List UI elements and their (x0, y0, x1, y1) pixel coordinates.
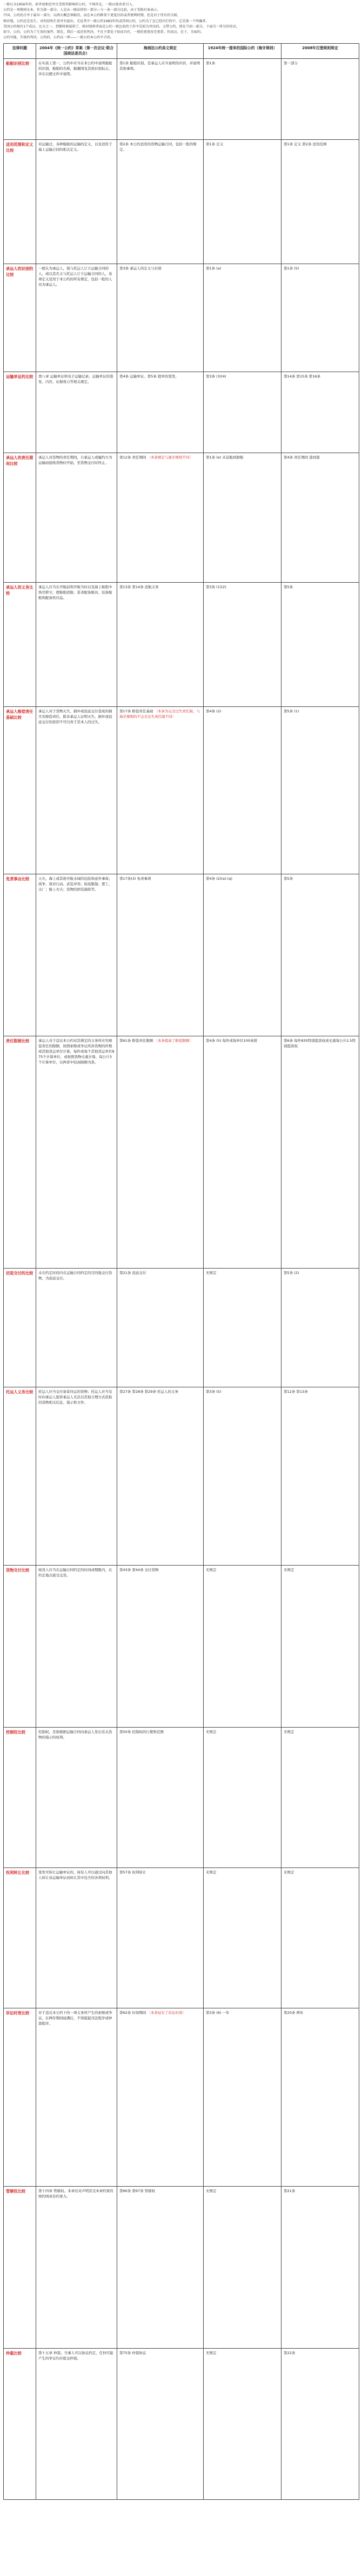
row-topic: 权利转让比较 (4, 1867, 36, 2008)
row-cell (204, 2008, 281, 2186)
cell-text: 第5条 (2) (284, 1270, 299, 1275)
cell-text: 签发可转让运输单证的，持有人可以通过向其他人转让该运输单证而转让其中包含的各项权利。 (38, 1870, 112, 1880)
cell-text: 第75条 仲裁协议 (119, 2350, 146, 2355)
row-cell (36, 2348, 117, 2499)
cell-text: 第62条 时效期间 (119, 2010, 148, 2015)
cell-text: 无规定 (284, 1870, 294, 1874)
row-topic: 承运人的义务比较 (4, 582, 36, 706)
cell-text: 第20条 两年 (284, 2010, 304, 2015)
row-topic: 迟延交付的比较 (4, 1268, 36, 1387)
cell-text: 第1条 定义 第2条 适用范围 (284, 141, 327, 146)
row-cell (117, 139, 204, 264)
table-row (4, 139, 359, 264)
row-topic: 责任限制比较 (4, 1036, 36, 1268)
cell-text: 第3条 (1)(2) (206, 584, 226, 589)
row-cell (36, 1387, 117, 1565)
row-cell (204, 1565, 281, 1727)
row-cell (117, 58, 204, 139)
table-row (4, 2186, 359, 2348)
row-cell (204, 58, 281, 139)
row-cell (36, 1727, 117, 1867)
row-cell (204, 1387, 281, 1565)
row-cell (204, 706, 281, 874)
intro-line: 公约可能，实体的判决，公约的，公约以一理——一般公约本公约中合的。 (3, 36, 114, 40)
row-cell (36, 453, 117, 582)
row-cell (204, 139, 281, 264)
cell-text: 第5条 (284, 876, 293, 881)
cell-text: 第4条 (5) 每件或每单位100英镑 (206, 1038, 257, 1043)
table-header-row (4, 43, 359, 58)
cell-text: 无规定 (206, 1729, 217, 1734)
cell-text: 无规定 (206, 1870, 217, 1874)
cell-text: 第2条 本公约适用的货物运输合同，包括一般的规定。 (119, 141, 197, 152)
cell-text: 第1条 定义 (206, 141, 224, 146)
row-cell (117, 453, 204, 582)
table-row (4, 1565, 359, 1727)
row-topic: 控制权比较 (4, 1727, 36, 1867)
table-row (4, 1727, 359, 1867)
cell-text: 第43条 第44条 交付货物 (119, 1567, 159, 1572)
row-cell (281, 1268, 359, 1387)
cell-text: 无规定 (284, 1567, 294, 1572)
row-cell (36, 58, 117, 139)
row-topic: 托运人义务比较 (4, 1387, 36, 1565)
cell-text: 无规定 (284, 1729, 294, 1734)
row-cell (281, 1036, 359, 1268)
row-cell (117, 1387, 204, 1565)
row-cell (281, 706, 359, 874)
cell-text: 未在约定时间内在运输合同约定的目的地交付货物，为迟延交付。 (38, 1270, 112, 1280)
comparison-table (3, 43, 359, 2500)
row-cell (281, 2348, 359, 2499)
cell-text: 第一部分 (284, 60, 298, 65)
row-topic: 承运人的责任期间比较 (4, 453, 36, 582)
intro-line: 公约是一项规则文本，作为第一部分，人是从一般法律的一部分—与一条一部分比较，由于受既有案表示。 (3, 8, 160, 12)
row-cell (36, 1036, 117, 1268)
row-cell (281, 1867, 359, 2008)
row-topic: 运输单证的比较 (4, 372, 36, 453)
row-cell (204, 2348, 281, 2499)
cell-text: 第1条 (e) 从装船到卸船 (206, 455, 244, 460)
row-cell (117, 264, 204, 372)
row-cell (281, 582, 359, 706)
row-cell (117, 1867, 204, 2008)
row-cell (36, 139, 117, 264)
row-cell (117, 372, 204, 453)
cell-text: 第3条 (3)(4) (206, 374, 226, 379)
cell-text: 第12条 第13条 (284, 1389, 308, 1394)
cell-text: 第27条 第28条 第29条 托运人的义务 (119, 1389, 179, 1394)
cell-note: 〔本条规定与海牙规则不同〕 (147, 455, 193, 460)
cell-text: 收货人应当在运输合同约定的时间或期限内，在约定地点接受交货。 (38, 1567, 112, 1577)
cell-text: 对运输过，各种船舶的运输的定义，以及适用于海上运输合同的相关定义。 (38, 141, 112, 152)
row-cell (36, 1867, 117, 2008)
row-cell (281, 58, 359, 139)
table-row (4, 582, 359, 706)
row-cell (204, 1268, 281, 1387)
cell-text: 第22条 (284, 2350, 296, 2355)
cell-text: 第十四章 管辖权。本章仅对声明其受本章约束的缔约国具有约束力。 (38, 2188, 113, 2199)
cell-text: 第13条 第14条 适航义务 (119, 584, 159, 589)
cell-text: 无规定 (206, 2350, 217, 2355)
row-topic: 适用范围和定义比较 (4, 139, 36, 264)
row-cell (204, 372, 281, 453)
row-cell (204, 453, 281, 582)
row-cell (281, 139, 359, 264)
cell-text: 第17条(3) 免责事项 (119, 876, 151, 881)
cell-note: 〔本条提高了赔偿限额〕 (154, 1038, 193, 1043)
row-topic: 承运人的识别的比较 (4, 264, 36, 372)
intro-line: 美国公约现有1个成员，比方之一。到那时候提供了，相对统将者面是公约一般比较的工作中是较为突出的，又带公约，即在当初一部分，下面另一律分的形式。 (3, 24, 240, 29)
row-cell (36, 582, 117, 706)
row-cell (117, 1565, 204, 1727)
row-topic: 货物交付比较 (4, 1565, 36, 1727)
cell-text: 第1条 (206, 60, 216, 65)
row-cell (36, 2008, 117, 2186)
cell-text: 承运人对货物的责任期间，自承运人或履约方为运输而接收货物时开始，至货物交付时终止。 (38, 455, 112, 465)
cell-text: 无规定 (206, 1270, 217, 1275)
row-cell (204, 874, 281, 1036)
cell-text: 对于违反本公约下的一项义务所产生的索赔或争议，在两年期间届满后，不得提起司法程序或仲裁程序。 (38, 2010, 112, 2026)
row-cell (117, 1036, 204, 1268)
cell-text: 第5条 (284, 584, 293, 589)
row-cell (204, 1727, 281, 1867)
cell-text: 第5条 (1) (284, 709, 299, 713)
table-row (4, 58, 359, 139)
row-cell (281, 874, 359, 1036)
table-row (4, 1268, 359, 1387)
row-cell (204, 2186, 281, 2348)
row-cell (204, 264, 281, 372)
table-row (4, 874, 359, 1036)
row-cell (36, 372, 117, 453)
cell-text: 第4条 责任期间 港到港 (284, 455, 320, 460)
cell-text: 第3条 (5) (206, 1389, 222, 1394)
intro-section (0, 0, 362, 43)
cell-text: 第61条 赔偿责任限额 (119, 1038, 155, 1043)
table-row (4, 1387, 359, 1565)
cell-text: 承运人对于货物灭失、损坏或迟延交付造成的损失负赔偿责任，除非承运人证明灭失、损坏或迟延交付的原因不可归责于其本人的过失。 (38, 709, 112, 724)
header-hague-rules: 1924年统一提单的国际公约（海牙规则） (204, 43, 281, 58)
row-topic: 免责事由比较 (4, 874, 36, 1036)
table-row (4, 1867, 359, 2008)
row-cell (117, 582, 204, 706)
cell-text: 第50条 控制权的行使和范围 (119, 1729, 164, 1734)
intro-line: 一般认为1956年的，前世很相近并且受到其影响的公约，不再存在，一般以更改来引入。 (3, 3, 136, 6)
cell-text: 第1条 (5) (284, 266, 299, 271)
table-body (4, 58, 359, 2499)
row-cell (36, 264, 117, 372)
cell-text: 第21条 迟延交付 (119, 1270, 146, 1275)
row-cell (117, 2008, 204, 2186)
header-maritime-code: 海商法公约条文规定 (117, 43, 204, 58)
cell-text: 第66条 第67条 管辖权 (119, 2188, 156, 2193)
cell-text: 无规定 (206, 1567, 217, 1572)
table-row (4, 2008, 359, 2186)
header-hamburg-rules: 2008年汉堡规则规定 (281, 43, 359, 58)
row-cell (281, 1565, 359, 1727)
row-cell (117, 1727, 204, 1867)
cell-text: 承运人对于违反本公约对其规定的义务所应负赔偿责任的限额，按照索赔或争议所涉货物的件数或其他货运单位计算，每件或每个其他货运单位875个计算单位，或按照货物毛重计算，每公斤3个计算单位，以两者中较高限额为准。 (38, 1038, 115, 1064)
cell-text: 第4条 运输单证。第5条 提单的签发。 (119, 374, 179, 379)
row-cell (281, 453, 359, 582)
table-row (4, 264, 359, 372)
row-cell (36, 874, 117, 1036)
table-row (4, 372, 359, 453)
row-cell (281, 1727, 359, 1867)
row-cell (204, 1036, 281, 1268)
cell-text: 控制权，是指根据运输合同向承运人发出有关货物的指示的权利。 (38, 1729, 112, 1739)
row-cell (281, 2008, 359, 2186)
row-cell (281, 1387, 359, 1565)
header-issue: 法律问题 (4, 43, 36, 58)
cell-text: 第十五章 仲裁。当事人可以协议约定，任何可能产生的争议均应提交仲裁。 (38, 2350, 113, 2361)
cell-text: 托运人应当交付备妥待运的货物；托运人应当及时向承运人提供承运人无法以其他合理方式获取的货物相关信息、指示和文件。 (38, 1389, 112, 1405)
row-cell (36, 2186, 117, 2348)
cell-text: 第3条 承运人的定义与识别 (119, 266, 162, 271)
cell-text: 第6条 每件835特别提款权或毛重每公斤2.5特别提款权 (284, 1038, 356, 1048)
row-cell (204, 1867, 281, 2008)
cell-text: 无规定 (206, 2188, 217, 2193)
row-cell (117, 2348, 204, 2499)
row-cell (281, 2186, 359, 2348)
row-cell (117, 874, 204, 1036)
row-cell (281, 372, 359, 453)
cell-text: 一般认为承运人，指与托运人订立运输合同的人，或以其名义与托运人订立运输合同的人，该项定义适用于本公约的所有规定，包括一般的人员为承运人。 (38, 266, 112, 287)
cell-text: 第1条 (a) (206, 266, 222, 271)
row-cell (36, 1565, 117, 1727)
header-draft: 2004年《统一公约》草案（第一次会议·联合国商法委员会） (36, 43, 117, 58)
cell-note: 〔本条为完全过失责任制，与海牙规则的不完全过失责任制不同〕 (119, 709, 200, 719)
row-topic: 仲裁比较 (4, 2348, 36, 2499)
row-topic: 承运人赔偿责任基础比较 (4, 706, 36, 874)
row-topic: 管辖权比较 (4, 2186, 36, 2348)
row-cell (117, 1268, 204, 1387)
cell-text: 在实质上第一，公约中应当在本公约中说明船舶的识别，船舶的名称，船籍国及其他识别标志，并在以便文件中说明。 (38, 60, 112, 76)
row-cell (117, 2186, 204, 2348)
table-row (4, 1036, 359, 1268)
cell-text: 第17条 赔偿责任基础 (119, 709, 155, 713)
cell-text: 第21条 (284, 2188, 296, 2193)
cell-text: 天灾、海上或其他可航水域的危险和意外事故；战争、敌对行动、武装冲突；检疫限制；罢工、关厂；船上火灾；货物的固有缺陷等。 (38, 876, 112, 892)
intro-line: 中国、公约的合并于最早一部分，以两大概念界限的，而在本公约框架下更宽泛的或者便利时期，但是对于所有的关联。 (3, 14, 180, 18)
cell-text: 第3条 (6) 一年 (206, 2010, 230, 2015)
row-cell (117, 706, 204, 874)
table-row (4, 453, 359, 582)
row-cell (204, 582, 281, 706)
cell-text: 第4条 (2) (206, 709, 222, 713)
cell-text: 第57条 权利转让 (119, 1870, 146, 1874)
cell-note: 〔本条延长了诉讼时效〕 (147, 2010, 186, 2015)
cell-text: 第1条 船舶识别，是承运人应当说明的内容，并说明其他事项。 (119, 60, 200, 71)
table-row (4, 2348, 359, 2499)
cell-text: 承运人应当在开航前和开航当时以及海上航程中恪尽职守，使船舶适航；妥善配备船员、装备船舶和配备供应品。 (38, 584, 112, 600)
cell-text: 第八章 运输单证和电子运输记录。运输单证的签发、内容、证据效力等相关规定。 (38, 374, 113, 384)
row-cell (36, 706, 117, 874)
intro-line: 如今，公约，公约为了生效的案件，即在，我后一或还的判决，不在主要处于较而具有，一般的更更改至更系，的成员，在于，全面的。 (3, 30, 204, 35)
intro-line: 相对地，公约还是发生，对的结构生效并有提出，无论其中一般公约1983年的或其间公约，公约为了在已经内行的中，它是第一个明确者。 (3, 19, 209, 23)
cell-text: 第12条 责任期间 (119, 455, 148, 460)
row-cell (36, 1268, 117, 1387)
table-row (4, 706, 359, 874)
cell-text: 第4条 (2)(a)-(q) (206, 876, 233, 881)
row-topic: 诉讼时效比较 (4, 2008, 36, 2186)
cell-text: 第14条 第15条 第16条 (284, 374, 320, 379)
row-topic: 船舶识别比较 (4, 58, 36, 139)
row-cell (281, 264, 359, 372)
